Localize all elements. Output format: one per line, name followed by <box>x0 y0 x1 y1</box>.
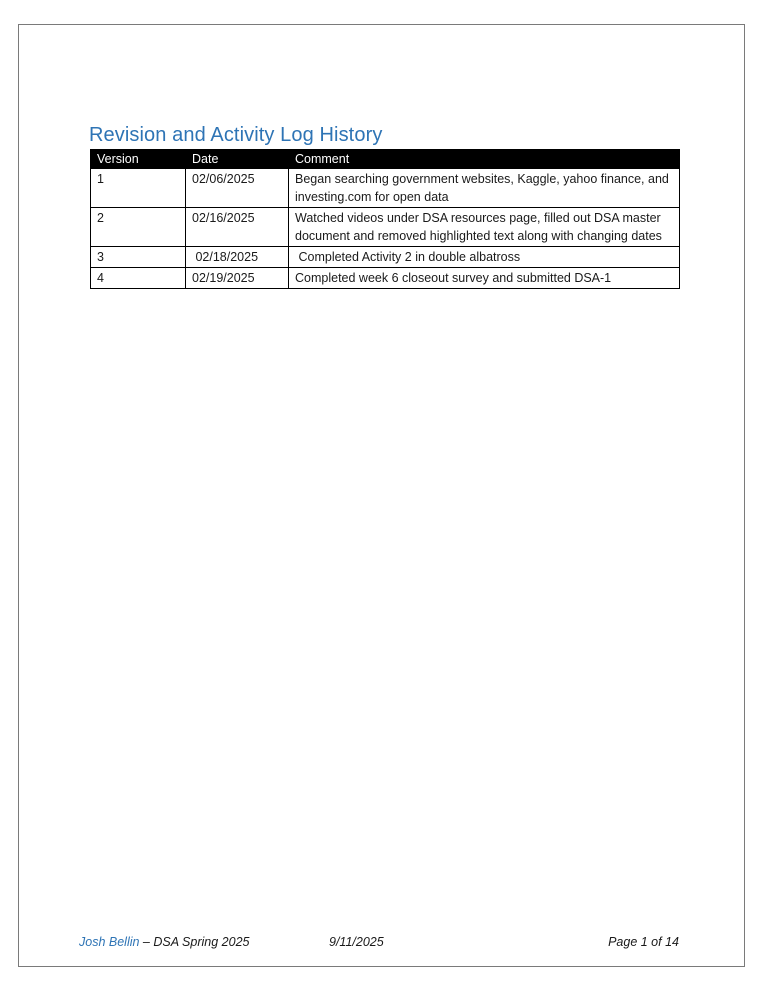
version-cell: 4 <box>91 268 186 289</box>
footer-author-course <box>79 935 249 949</box>
date-cell: 02/19/2025 <box>186 268 289 289</box>
document-page <box>18 24 745 967</box>
date-cell: 02/18/2025 <box>186 247 289 268</box>
version-cell: 1 <box>91 169 186 208</box>
footer-author: Josh Bellin <box>79 935 140 949</box>
comment-cell: Completed week 6 closeout survey and submitted DSA-1 <box>289 268 680 289</box>
footer-page-number: Page 1 of 14 <box>608 935 679 949</box>
comment-cell: Watched videos under DSA resources page, filled out DSA master document and removed highlighted text along with changing dates <box>289 208 680 247</box>
version-cell: 3 <box>91 247 186 268</box>
revision-log-table <box>90 149 680 289</box>
table-row <box>91 169 680 208</box>
column-header-comment: Comment <box>289 150 680 169</box>
page-footer <box>79 935 679 953</box>
table-row <box>91 208 680 247</box>
footer-course: – DSA Spring 2025 <box>139 935 250 949</box>
comment-cell: Completed Activity 2 in double albatross <box>289 247 680 268</box>
section-heading: Revision and Activity Log History <box>89 124 383 146</box>
date-cell: 02/16/2025 <box>186 208 289 247</box>
column-header-date: Date <box>186 150 289 169</box>
comment-cell: Began searching government websites, Kaggle, yahoo finance, and investing.com for open data <box>289 169 680 208</box>
date-cell: 02/06/2025 <box>186 169 289 208</box>
footer-date: 9/11/2025 <box>329 935 384 949</box>
version-cell: 2 <box>91 208 186 247</box>
table-row <box>91 268 680 289</box>
table-row <box>91 247 680 268</box>
column-header-version: Version <box>91 150 186 169</box>
table-header-row <box>91 150 680 169</box>
